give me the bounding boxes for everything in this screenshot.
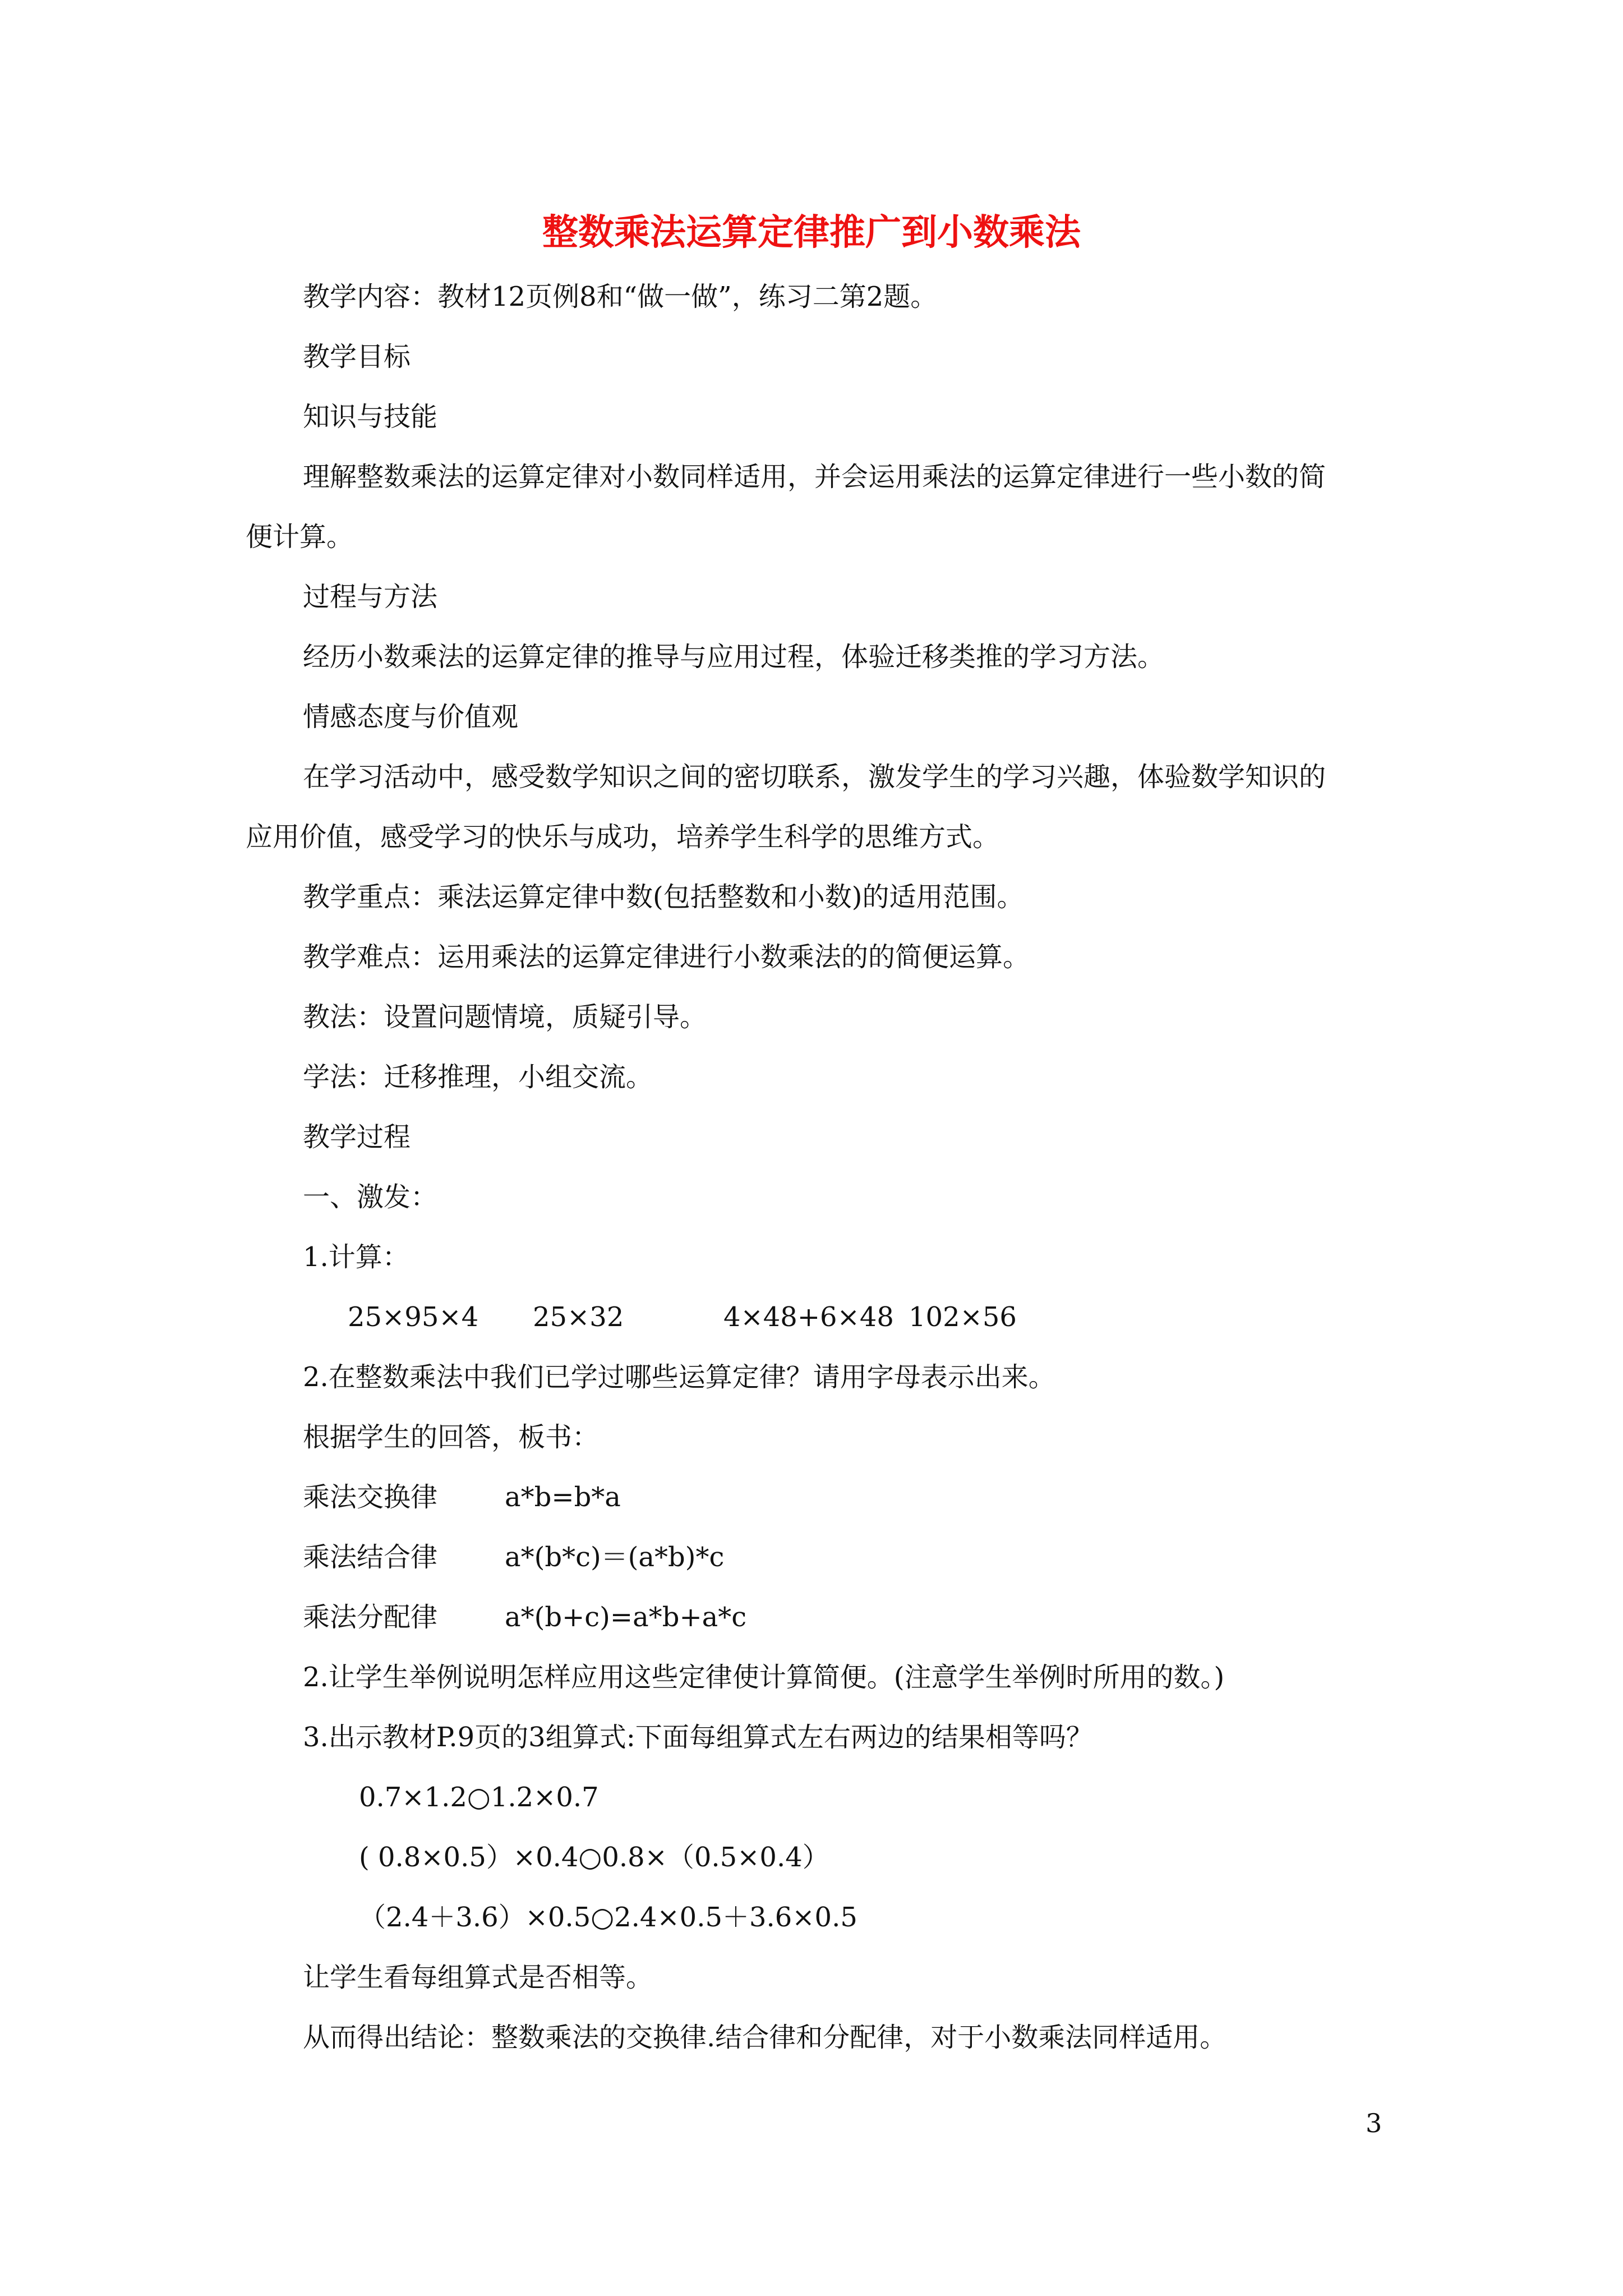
calc-expression-4: 102×56 xyxy=(909,1301,1017,1333)
law-distributive xyxy=(303,1599,746,1635)
law-formula: a*(b+c)=a*b+a*c xyxy=(505,1602,747,1633)
expression-group-3: （2.4＋3.6）×0.5○2.4×0.5＋3.6×0.5 xyxy=(359,1902,857,1933)
calc-expression-3: 4×48+6×48 xyxy=(723,1301,894,1333)
knowledge-text-line-2: 便计算。 xyxy=(246,521,354,553)
law-name: 乘法结合律 xyxy=(303,1542,438,1573)
emotion-text-line-1: 在学习活动中，感受数学知识之间的密切联系，激发学生的学习兴趣，体验数学知识的 xyxy=(303,761,1326,793)
knowledge-text-line-1: 理解整数乘法的运算定律对小数同样适用，并会运用乘法的运算定律进行一些小数的简 xyxy=(303,461,1326,493)
teaching-process-heading: 教学过程 xyxy=(303,1121,411,1153)
process-method-text: 经历小数乘法的运算定律的推导与应用过程，体验迁移类推的学习方法。 xyxy=(303,641,1165,673)
emotion-text-line-2: 应用价值，感受学习的快乐与成功，培养学生科学的思维方式。 xyxy=(246,821,1000,853)
law-name: 乘法分配律 xyxy=(303,1602,438,1633)
teaching-method: 教法：设置问题情境，质疑引导。 xyxy=(303,1001,707,1033)
item-3-question: 3.出示教材P.9页的3组算式:下面每组算式左右两边的结果相等吗？ xyxy=(303,1722,1093,1753)
section-one-heading: 一、激发： xyxy=(303,1181,438,1213)
expression-group-2: ( 0.8×0.5）×0.4○0.8×（0.5×0.4） xyxy=(359,1842,829,1873)
law-formula: a*b=b*a xyxy=(505,1481,621,1513)
difficult-point: 教学难点：运用乘法的运算定律进行小数乘法的的简便运算。 xyxy=(303,941,1030,973)
emotion-heading: 情感态度与价值观 xyxy=(303,701,519,733)
calculation-row xyxy=(348,1299,1017,1335)
page-number: 3 xyxy=(1366,2108,1382,2138)
board-intro: 根据学生的回答，板书： xyxy=(303,1421,600,1453)
expression-group-1: 0.7×1.2○1.2×0.7 xyxy=(359,1782,599,1813)
conclusion: 从而得出结论：整数乘法的交换律.结合律和分配律，对于小数乘法同样适用。 xyxy=(303,2022,1227,2053)
goals-heading: 教学目标 xyxy=(303,341,411,372)
document-title: 整数乘法运算定律推广到小数乘法 xyxy=(542,212,1081,254)
law-commutative xyxy=(303,1479,621,1515)
key-point: 教学重点：乘法运算定律中数(包括整数和小数)的适用范围。 xyxy=(303,881,1024,913)
observe-instruction: 让学生看每组算式是否相等。 xyxy=(303,1962,653,1993)
law-associative xyxy=(303,1539,724,1575)
law-name: 乘法交换律 xyxy=(303,1481,438,1513)
item-1-calculate: 1.计算： xyxy=(303,1241,409,1273)
teaching-content: 教学内容：教材12页例8和“做一做”，练习二第2题。 xyxy=(303,281,938,312)
calc-expression-1: 25×95×4 xyxy=(348,1301,479,1333)
calc-expression-2: 25×32 xyxy=(533,1301,624,1333)
item-2-examples: 2.让学生举例说明怎样应用这些定律使计算简便。(注意学生举例时所用的数。) xyxy=(303,1662,1225,1693)
learning-method: 学法：迁移推理，小组交流。 xyxy=(303,1061,653,1093)
item-2-question: 2.在整数乘法中我们已学过哪些运算定律？请用字母表示出来。 xyxy=(303,1361,1055,1393)
knowledge-heading: 知识与技能 xyxy=(303,401,438,432)
law-formula: a*(b*c)＝(a*b)*c xyxy=(505,1542,725,1573)
process-method-heading: 过程与方法 xyxy=(303,581,438,613)
